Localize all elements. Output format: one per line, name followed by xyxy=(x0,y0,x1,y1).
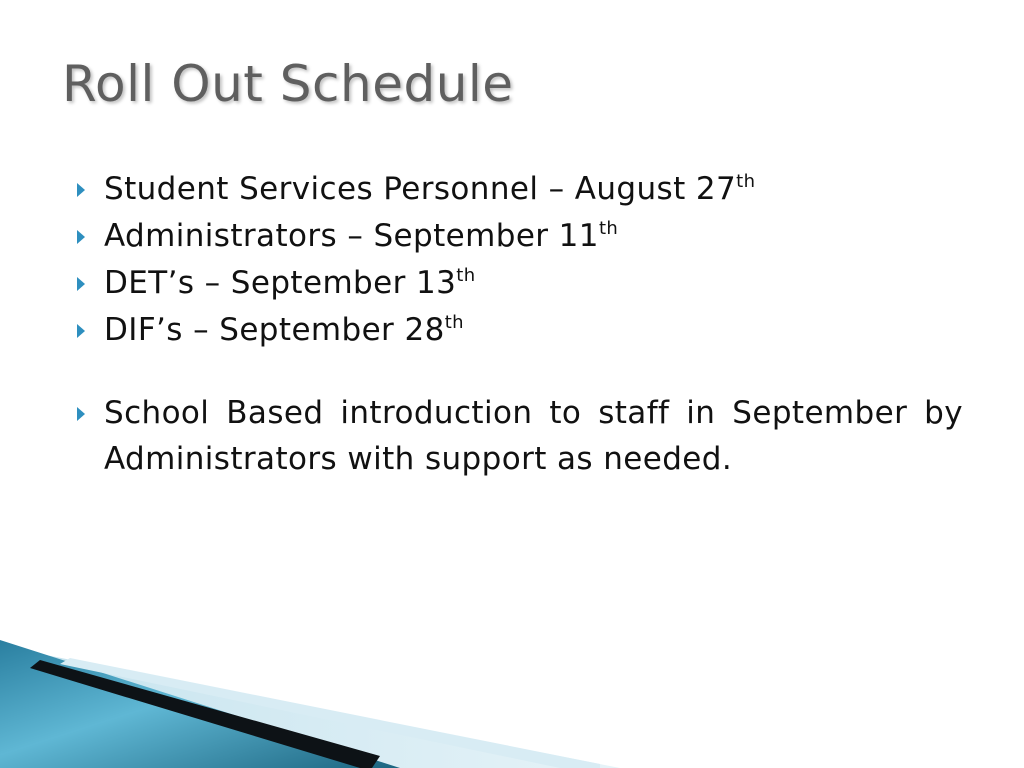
schedule-item xyxy=(75,260,963,307)
schedule-item xyxy=(75,213,963,260)
ordinal-suffix: th xyxy=(456,265,476,286)
bullet-arrow-icon xyxy=(77,407,85,421)
schedule-item xyxy=(75,166,963,213)
spacer xyxy=(75,354,963,390)
note-item xyxy=(75,390,963,482)
schedule-item-text: DET’s – September 13 xyxy=(104,265,457,301)
schedule-item-text: Administrators – September 11 xyxy=(104,218,599,254)
schedule-item-text: DIF’s – September 28 xyxy=(104,312,445,348)
ordinal-suffix: th xyxy=(736,171,756,192)
bullet-arrow-icon xyxy=(77,183,85,197)
bullet-arrow-icon xyxy=(77,277,85,291)
schedule-item xyxy=(75,307,963,354)
bullet-arrow-icon xyxy=(77,230,85,244)
corner-swoosh-decoration xyxy=(0,638,1024,768)
slide-title: Roll Out Schedule xyxy=(62,55,514,113)
ordinal-suffix: th xyxy=(444,312,464,333)
bullet-list xyxy=(75,166,963,482)
bullet-arrow-icon xyxy=(77,324,85,338)
ordinal-suffix: th xyxy=(598,218,619,239)
note-text: School Based introduction to staff in September by Administrators with support as needed. xyxy=(104,395,963,477)
schedule-item-text: Student Services Personnel – August 27 xyxy=(104,171,737,207)
